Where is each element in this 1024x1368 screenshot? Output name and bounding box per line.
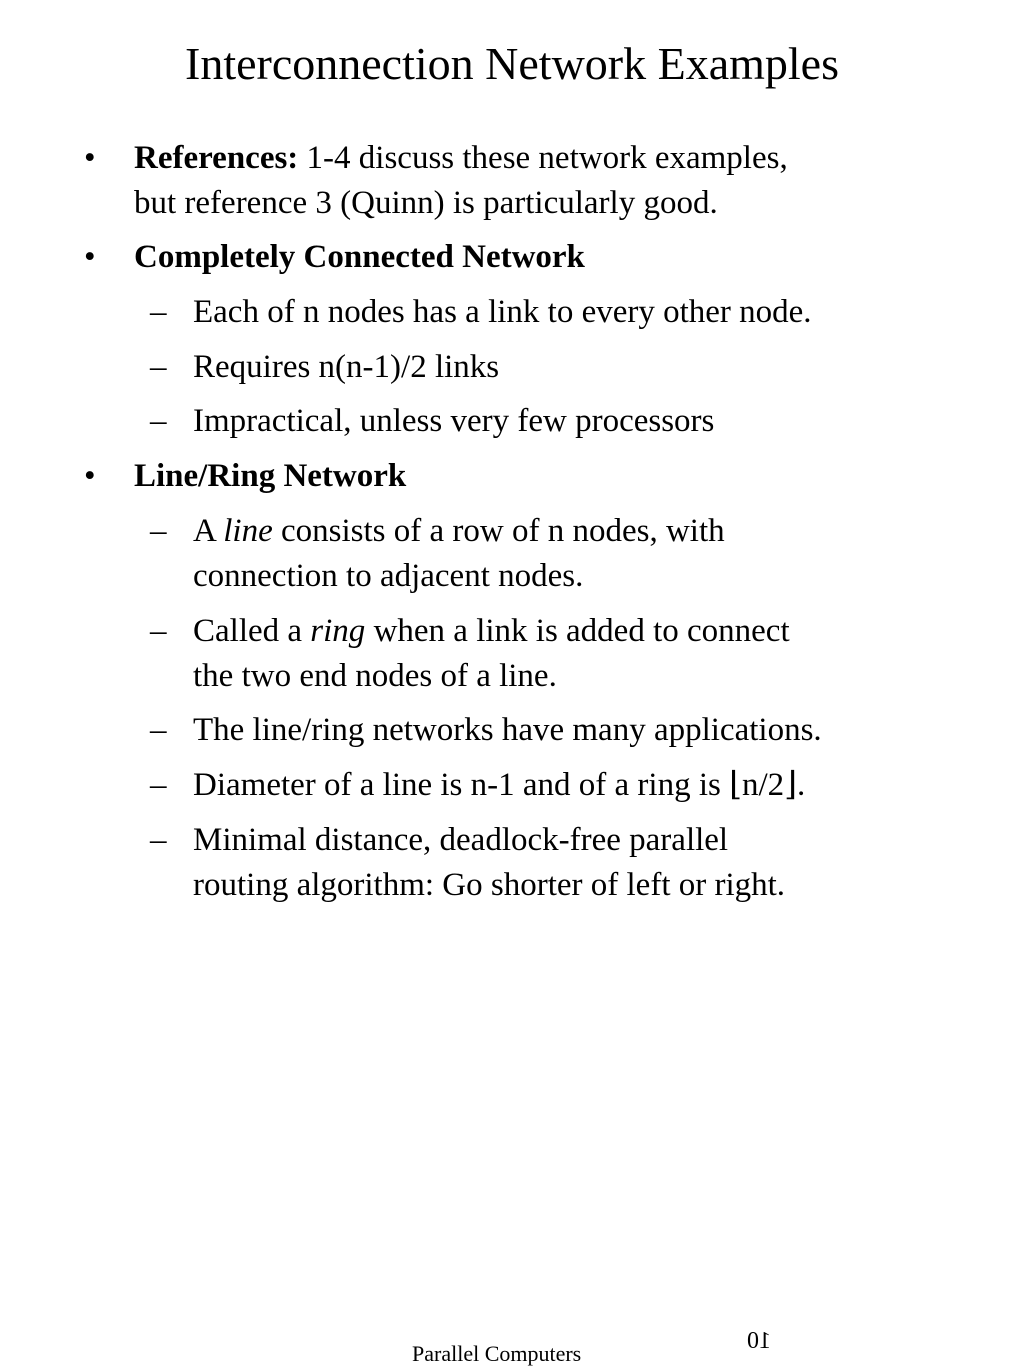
complete-item-3: Impractical, unless very few processors: [193, 403, 715, 439]
slide-title: Interconnection Network Examples: [185, 38, 839, 89]
ring-def-a: Called a: [193, 613, 311, 649]
dash-marker: –: [150, 403, 167, 439]
line-definition-2: connection to adjacent nodes.: [193, 558, 584, 594]
complete-heading: Completely Connected Network: [134, 239, 585, 275]
references-text-1: 1-4 discuss these network examples,: [298, 140, 788, 176]
line-def-word: line: [223, 513, 273, 549]
dash-marker: –: [150, 822, 167, 858]
complete-item-2: Requires n(n-1)/2 links: [193, 349, 500, 385]
line-definition-1: [193, 511, 725, 551]
applications-item: The line/ring networks have many applications.: [193, 712, 822, 748]
dash-marker: –: [150, 767, 167, 803]
line-def-b: consists of a row of n nodes, with: [272, 513, 725, 549]
dash-marker: –: [150, 349, 167, 385]
references-label: References:: [134, 140, 299, 176]
ring-definition-2: the two end nodes of a line.: [193, 658, 557, 694]
dash-marker: –: [150, 613, 167, 649]
ring-def-word: ring: [310, 613, 366, 649]
references-line-1: [134, 138, 788, 178]
complete-item-1: Each of n nodes has a link to every other node.: [193, 294, 812, 330]
bullet-complete-marker: •: [84, 239, 96, 275]
routing-item-2: routing algorithm: Go shorter of left or right.: [193, 867, 786, 903]
bullet-ring-marker: •: [84, 458, 96, 494]
page-number: 10: [747, 1328, 771, 1354]
references-line-2: but reference 3 (Quinn) is particularly good.: [134, 185, 718, 221]
ring-def-b: when a link is added to connect: [365, 613, 790, 649]
line-def-a: A: [193, 513, 224, 549]
bullet-references-marker: •: [84, 140, 96, 176]
ring-heading: Line/Ring Network: [134, 458, 407, 494]
dash-marker: –: [150, 513, 167, 549]
ring-definition-1: [193, 611, 790, 651]
dash-marker: –: [150, 712, 167, 748]
diameter-item: Diameter of a line is n-1 and of a ring is ⌊n/2⌋.: [193, 767, 806, 803]
dash-marker: –: [150, 294, 167, 330]
routing-item-1: Minimal distance, deadlock-free parallel: [193, 822, 729, 858]
footer-text: Parallel Computers: [412, 1341, 582, 1366]
